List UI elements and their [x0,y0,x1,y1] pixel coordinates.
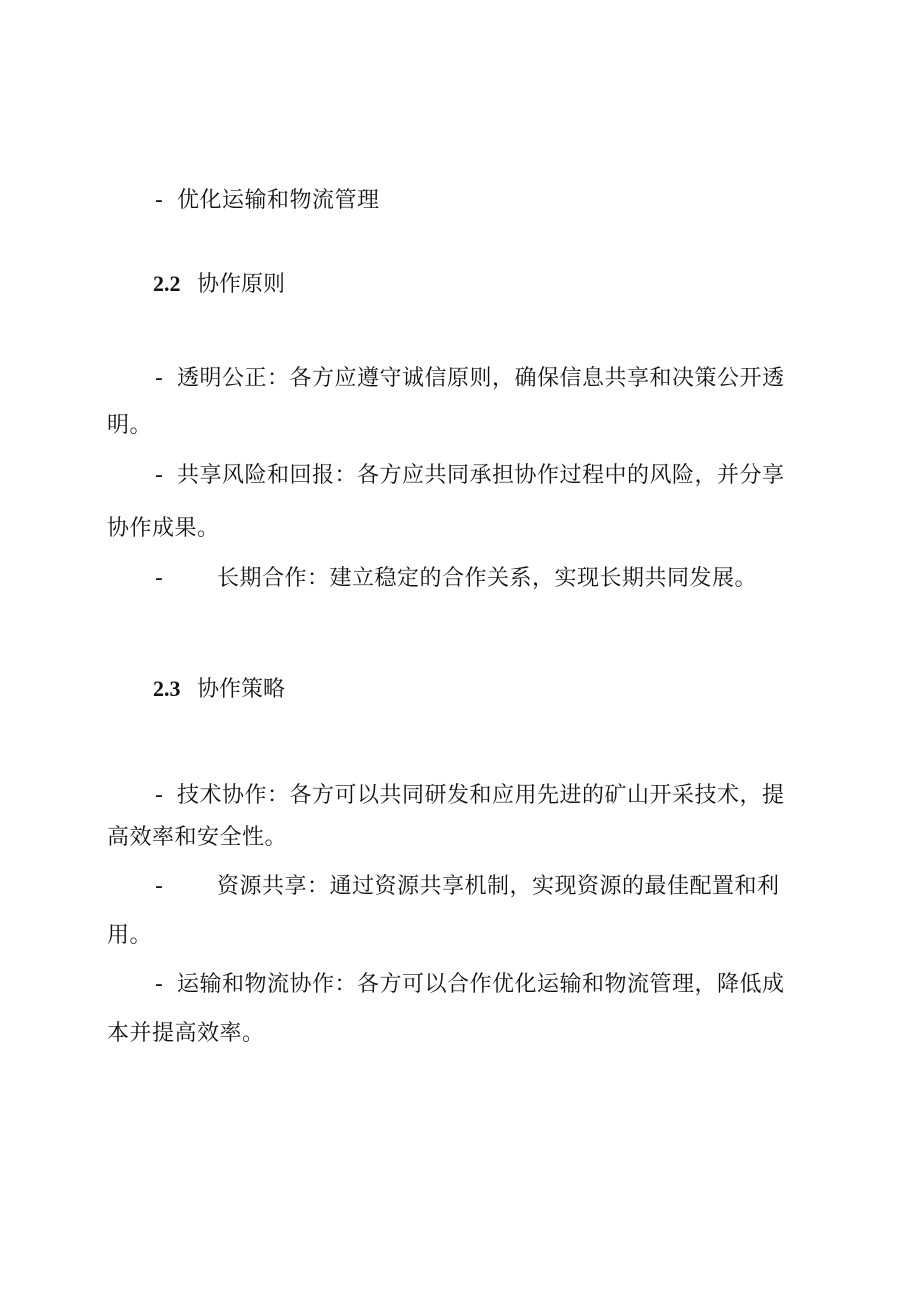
list-item-line [155,364,785,394]
list-item-continuation [107,823,287,853]
list-dash: - [155,783,164,808]
list-item-line [155,461,785,491]
list-item-continuation [107,1019,265,1049]
list-item-text: 优化运输和物流管理 [177,188,380,213]
section-title: 协作原则 [197,272,286,297]
list-item-text: 本并提高效率。 [107,1021,265,1046]
list-item-line [155,781,785,811]
list-item-continuation [107,921,152,951]
list-item-text: 共享风险和回报：各方应共同承担协作过程中的风险，并分享 [177,463,785,488]
list-dash: - [155,874,164,899]
list-item-top [155,186,380,216]
list-item-text: 技术协作：各方可以共同研发和应用先进的矿山开采技术，提 [177,783,785,808]
section-heading-2-3 [153,674,285,705]
list-item-text: 高效率和安全性。 [107,825,288,850]
list-item-text: 用。 [107,923,153,948]
list-item-line [155,564,757,594]
list-dash: - [155,366,164,391]
list-item-line [155,872,780,902]
list-item-text: 协作成果。 [107,516,220,541]
list-dash: - [155,188,164,213]
list-item-line [155,970,785,1000]
list-dash: - [155,972,164,997]
list-item-text: 运输和物流协作：各方可以合作优化运输和物流管理，降低成 [177,972,785,997]
list-item-text: 透明公正：各方应遵守诚信原则，确保信息共享和决策公开透 [177,366,785,391]
list-item-text: 长期合作：建立稳定的合作关系，实现长期共同发展。 [217,566,758,591]
list-dash: - [155,566,164,591]
list-item-text: 明。 [107,413,153,438]
section-title: 协作策略 [197,677,286,702]
section-number: 2.2 [153,271,181,296]
list-item-text: 资源共享：通过资源共享机制，实现资源的最佳配置和利 [217,874,780,899]
list-dash: - [155,463,164,488]
section-heading-2-2 [153,269,285,300]
section-number: 2.3 [153,676,181,701]
list-item-continuation [107,411,152,441]
list-item-continuation [107,514,220,544]
